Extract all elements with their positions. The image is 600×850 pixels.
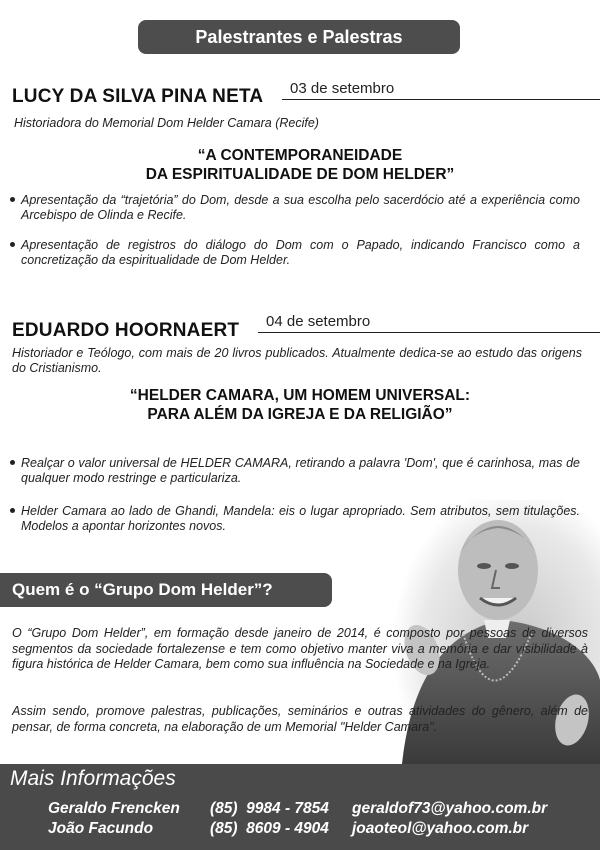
- page-title-banner: [138, 20, 460, 54]
- speaker-1-bullets: [10, 193, 580, 268]
- contact-2-phone: (85) 8609 - 4904: [210, 820, 329, 837]
- speaker-1-talk-title: [60, 146, 540, 184]
- speaker-1-talk-title-line-1: “A CONTEMPORANEIDADE: [197, 147, 403, 164]
- about-paragraph-2: Assim sendo, promove palestras, publicações, seminários e outras atividades do gênero, além de pensar, de forma concreta, na elaboração de um Memorial "Helder Camara".: [12, 704, 588, 734]
- speaker-2-bullet-2: Helder Camara ao lado de Ghandi, Mandela: eis o lugar apropriado. Sem atributos, sem titulações. Modelos a apontar horizontes novos.: [10, 504, 580, 534]
- contact-2-email: joaoteol@yahoo.com.br: [352, 820, 529, 837]
- speaker-2-bullets: [10, 456, 580, 534]
- about-paragraph-1: O “Grupo Dom Helder”, em formação desde janeiro de 2014, é composto por pessoas de diversos segmentos da sociedade fortalezense e tem como objetivo manter viva a memória e dar visibilidade à figura histórica de Helder Camara, bem como sua influência na Sociedade e na Igreja.: [12, 626, 588, 671]
- speaker-2-bullet-1: Realçar o valor universal de HELDER CAMARA, retirando a palavra 'Dom', que é carinhosa, mas de qualquer modo restringe e particulariza.: [10, 456, 580, 486]
- about-section-header: [0, 573, 332, 607]
- page-title: Palestrantes e Palestras: [195, 26, 403, 47]
- contact-2-name: João Facundo: [48, 820, 154, 837]
- speaker-2-divider: [258, 332, 600, 333]
- speaker-1-talk-title-line-2: DA ESPIRITUALIDADE DE DOM HELDER”: [145, 166, 455, 183]
- speaker-2-talk-title: [60, 386, 540, 424]
- contact-1-phone: (85) 9984 - 7854: [210, 800, 329, 817]
- speaker-1-role: Historiadora do Memorial Dom Helder Camara (Recife): [14, 116, 319, 130]
- contact-1-name: Geraldo Frencken: [48, 800, 180, 817]
- speaker-1-name: LUCY DA SILVA PINA NETA: [12, 86, 264, 107]
- speaker-2-talk-title-line-1: “HELDER CAMARA, UM HOMEM UNIVERSAL:: [129, 387, 471, 404]
- contact-footer: [0, 764, 600, 850]
- speaker-1-date: 03 de setembro: [290, 80, 395, 97]
- speaker-1-bullet-1: Apresentação da “trajetória” do Dom, desde a sua escolha pelo sacerdócio até a experiência como Arcebispo de Olinda e Recife.: [10, 193, 580, 223]
- speaker-2-date: 04 de setembro: [266, 313, 371, 330]
- footer-title: Mais Informações: [10, 767, 176, 790]
- speaker-2-name: EDUARDO HOORNAERT: [12, 320, 240, 341]
- speaker-1-bullet-2: Apresentação de registros do diálogo do Dom com o Papado, indicando Francisco como a concretização da espiritualidade de Dom Helder.: [10, 238, 580, 268]
- speaker-1-divider: [282, 99, 600, 100]
- contact-1-email: geraldof73@yahoo.com.br: [352, 800, 548, 817]
- speaker-2-role: Historiador e Teólogo, com mais de 20 livros publicados. Atualmente dedica-se ao estudo das origens do Cristianismo.: [12, 346, 582, 375]
- about-section-title: Quem é o “Grupo Dom Helder”?: [12, 580, 273, 599]
- speaker-2-talk-title-line-2: PARA ALÉM DA IGREJA E DA RELIGIÃO”: [147, 406, 453, 423]
